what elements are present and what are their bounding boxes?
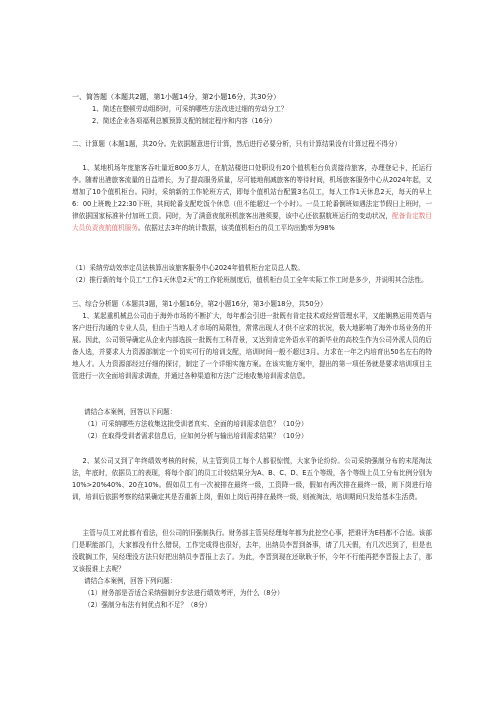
section-1-title: 一、简答题（本题共2题，第1小题14分，第2小题16分，共30分）: [72, 93, 281, 101]
case-2-text-continued: 主管与员工对此都有看法，但公司的旧强制执行。财务部主管吴经理每年都为此挖空心事，把谁评为E档都不合适。该部门是职能部门，大家都没有什么错误，工作完成得也很好，去年，出纳员李晋到备事，请了几天假，有几次迟到了，但是也没耽搁工作，吴经理没方法只好把出纳员李晋报上去了。为此，李晋到现在还耿耿于怀，今年不行能再把李晋报上去了，那又该报谁上去呢？: [72, 529, 432, 574]
section-3-title: 三、综合分析题（本题共3题，第1小题16分，第2小题16分，第3小题18分，共50分）: [72, 300, 327, 308]
section-2-body-start: 1、某地机场年度旅客吞吐量近800多万人，在航站楼进口处职设有20个值机柜台负责接待旅客，办理登记卡，托运行李。随着出港旅客流量的日益增长，为了提高服务质量，尽可能地削减旅客的等待时间，机场旅客服务中心从2024年起，又增加了10个值机柜台。同时，采纳新的工作轮班方式，即每个值机站台配置3名员工，每人工作1天休息2天，每天的早上6：00上班晚上22:30下班，其间轮番支配吃饭个休息（但不能超过一个小时）。一员工轮番倒班如遇法定节假日上班时，一律依据国家标准补付加班工资。同时，为了满意夜航班机旅客出港须要，该中心还依据航班运行的变动状况，: [72, 164, 432, 221]
section-2-problem: [72, 162, 432, 235]
section-2-highlight: 配备肯定数目大员负责夜航值机服务: [72, 212, 433, 233]
case-2-prompt: 请结合本案例，回答下列问题：: [84, 577, 177, 585]
section-1-question-1: 1、简述在整顿劳动组织时，可采纳哪些方法改进过细的劳动分工？: [92, 105, 288, 113]
case-2-question-2: （2）强制分布法有何优点和不足？（8分）: [84, 601, 212, 609]
section-2-body-end: 。依据过去3年的统计数据，该类值机柜台的员工平均出勤率为98%: [137, 224, 335, 233]
section-1-question-2: 2、简述企业各项福利总额预算支配的制定程序和内容（16分）: [92, 117, 277, 125]
case-1-text: 1、某起重机械总公司由于海外市场的不断扩大，每年都会引进一批既有肯定技术或经营管理水平，又能娴熟运用英语与客户进行沟通的专业人员，但由于当地人才市场的局限性，常常出现人才供不应求的状况，极大地影响了海外市场业务的开展。因此，公司领导确定从企业内部选拔一批既有工科背景，又达到肯定外语水平的新毕业的高校生作为公司外派人员的后备人选，并要求人力资源部制定一个切实可行的培训支配，培训时间一般不超过3月。力求在一年之内培育出50名左右的特地人才。人力资源部经过仔细的探讨，制定了一个详细实施方案。在该实施方案中，提出的第一项任务就是要求培训项目主管进行一次全面培训需求调查，并通过各种渠道和方法广泛地收集培训需求信息。: [72, 312, 432, 381]
case-2-text: 2、某公司又到了年终绩效考核的时候，从主管到员工每个人都很惊慌，大家争论纷纷。公司采纳强制分布的末尾淘汰法，年底时，依据员工的表现，将每个部门的员工计较结果分为A、B、C、D、E五个等级，各个等级上员工分布比例分别为10%>20%40%、20在10%。假如员工有一次被排在最终一级，工资降一级，假如有两次排在最终一级，则下岗进行培训，培训后依据考察的结果确定其是否重新上岗，假如上岗后再排在最终一级，则被淘汰，培训期间只发给基本生活费。: [72, 457, 432, 502]
section-2-title: 二、计算题（本题1题，共20分。先依据题意进行计算，然后进行必要分析，只有计算结果没有计算过程不得分）: [72, 140, 402, 148]
case-1-question-2: （2）在取得受训者需求信息后，应如何分析与输出培训需求结果？（10分）: [84, 432, 308, 440]
section-2-question-2: （2）推行新的每个员工“工作1天休息2天”的工作轮班制度后，值机柜台员工全年实际工作工时是多少，并说明其合法性。: [72, 276, 428, 284]
case-1-question-1: （1）可采纳哪些方法收集这批受训者真实、全面的培训需求信息？（10分）: [84, 420, 308, 428]
case-1-prompt: 请结合本案例，回答以下问题：: [84, 408, 177, 416]
case-2-question-1: （1）财务部是否适合采纳强制分步法进行绩效考评，为什么（8分）: [84, 589, 284, 597]
section-2-question-1: （1）采纳劳动效率定员法核算出该旅客服务中心2024年值机柜台定员总人数。: [72, 264, 304, 272]
